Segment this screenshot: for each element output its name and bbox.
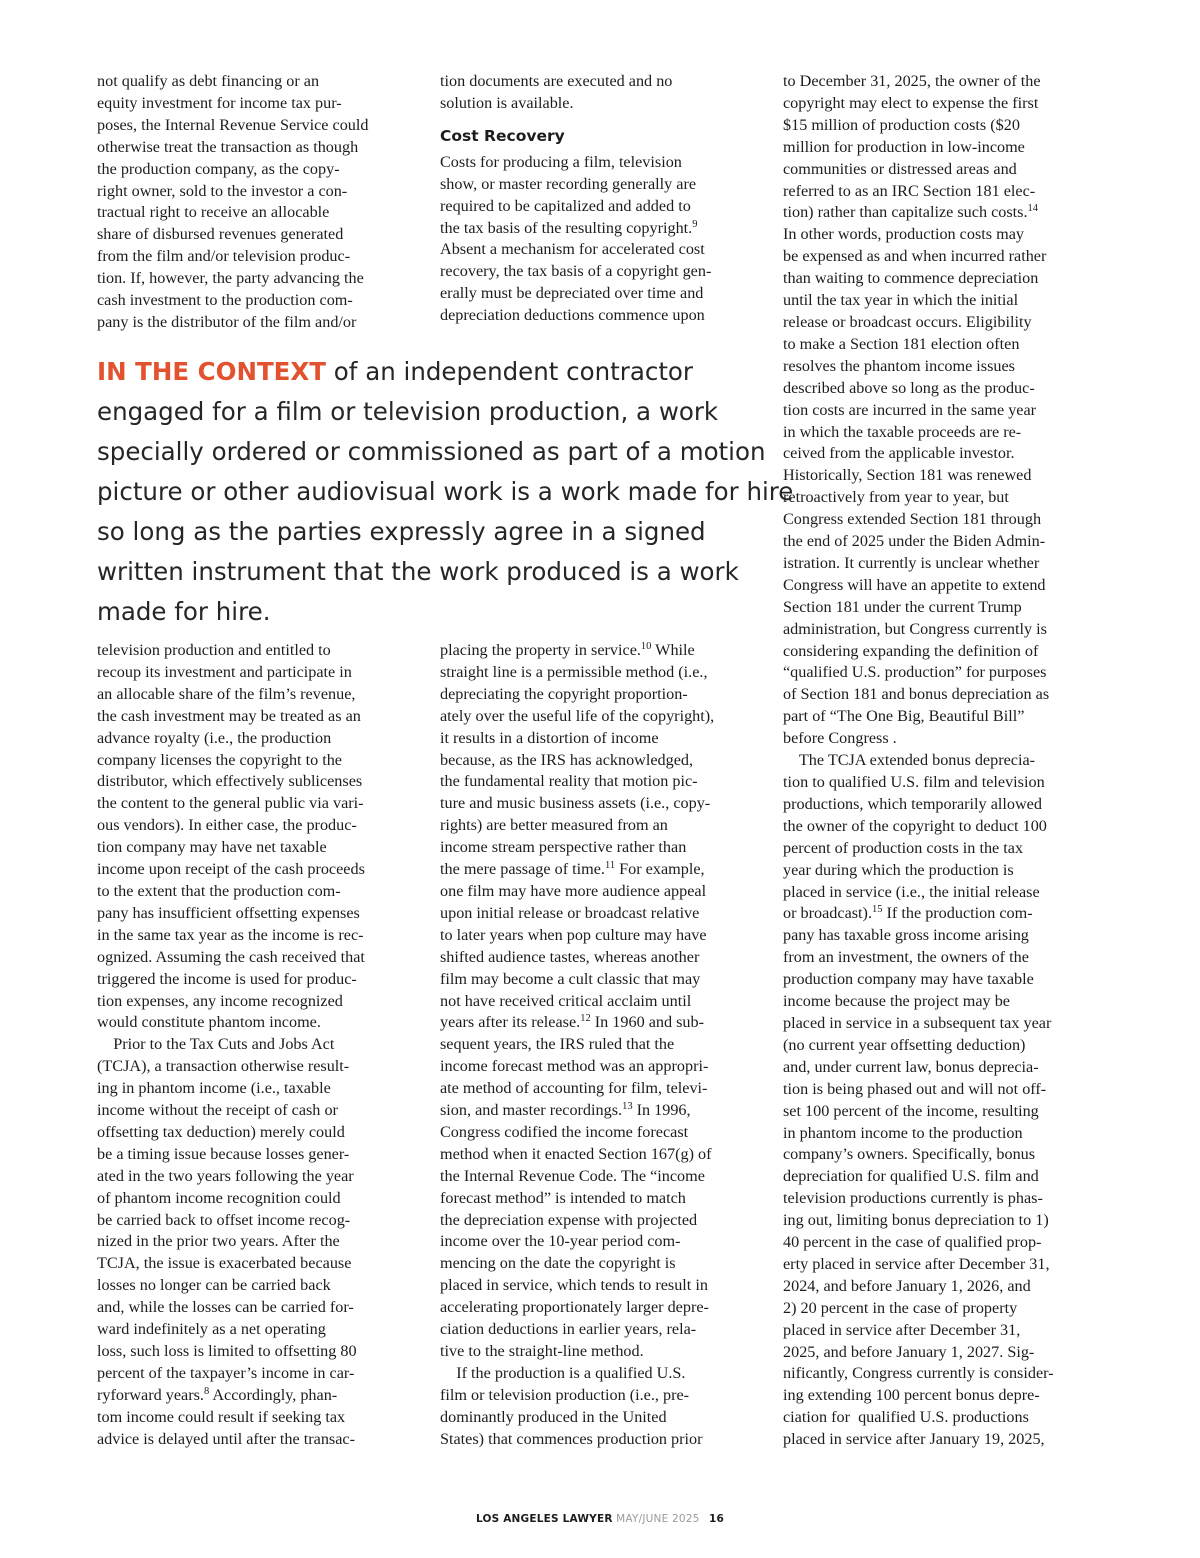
text-line: show, or master recording generally are: [440, 174, 697, 193]
page-footer: [0, 1513, 1200, 1525]
text-line: production company may have taxable: [783, 970, 1034, 989]
text-line: ous vendors). In either case, the produc-: [97, 816, 357, 835]
text-line: ciation deductions in earlier years, rela-: [440, 1320, 697, 1339]
text-line: the fundamental reality that motion pic-: [440, 772, 698, 791]
text-line: placed in service after December 31,: [783, 1320, 1021, 1339]
text-line: to December 31, 2025, the owner of the: [783, 72, 1041, 90]
text-line: ture and music business assets (i.e., copy-: [440, 794, 711, 813]
text-line: Historically, Section 181 was renewed: [783, 466, 1032, 485]
footnote-ref-8: 8: [203, 1385, 210, 1397]
right-lines-a: [783, 71, 1108, 202]
text-line: administration, but Congress currently is: [783, 619, 1047, 638]
text-line: income because the project may be: [783, 992, 1010, 1011]
column-bottom-middle: [440, 640, 765, 1451]
text-line: ciation for qualified U.S. productions: [783, 1408, 1029, 1427]
text-line: recoup its investment and participate in: [97, 662, 352, 681]
text-line: share of disbursed revenues generated: [97, 225, 344, 244]
text-line: the end of 2025 under the Biden Admin-: [783, 532, 1046, 551]
text-line: million for production in low-income: [783, 137, 1025, 156]
text-line: tion. If, however, the party advancing the: [97, 269, 364, 288]
text-line: set 100 percent of the income, resulting: [783, 1101, 1039, 1120]
text-line: Congress codified the income forecast: [440, 1122, 689, 1141]
text-line: television productions currently is phas-: [783, 1189, 1043, 1208]
text-line: percent of production costs in the tax: [783, 838, 1024, 857]
text-line: cash investment to the production com-: [97, 291, 353, 310]
text-line: retroactively from year to year, but: [783, 488, 1009, 507]
text-line: written instrument that the work produced is a work: [97, 557, 739, 586]
text-line: not have received critical acclaim until: [440, 991, 692, 1010]
text-line: be carried back to offset income recog-: [97, 1210, 351, 1229]
text-line: poses, the Internal Revenue Service could: [97, 115, 369, 134]
top-mid-before: [440, 71, 765, 115]
text-line: part of “The One Big, Beautiful Bill”: [783, 707, 1025, 726]
text-line: company licenses the copyright to the: [97, 750, 342, 769]
column-bottom-left: [97, 640, 422, 1451]
text-line: to the extent that the production com-: [97, 881, 341, 900]
text-line: so long as the parties expressly agree in a signed: [97, 517, 706, 546]
text-line: income without the receipt of cash or: [97, 1101, 338, 1120]
column-right: [783, 71, 1108, 1451]
top-mid-lines-b: [440, 239, 765, 327]
text-line: forecast method” is intended to match: [440, 1188, 686, 1207]
text-line: the mere passage of time.$^{11}$ For example,: [440, 860, 705, 879]
text-line: placed in service in a subsequent tax year: [783, 1013, 1052, 1032]
text-line: an allocable share of the film’s revenue,: [97, 684, 356, 703]
footnote-ref-10: 10: [640, 641, 652, 652]
text-line: be expensed as and when incurred rather: [783, 247, 1047, 266]
text-line: erally must be depreciated over time and: [440, 284, 704, 303]
text-line: before Congress .: [783, 729, 897, 748]
text-line: dominantly produced in the United: [440, 1407, 667, 1426]
text-line: income forecast method was an appropri-: [440, 1057, 709, 1076]
text-line: film or television production (i.e., pre-: [440, 1385, 690, 1404]
text-line: erty placed in service after December 31,: [783, 1254, 1050, 1273]
text-line: tive to the straight-line method.: [440, 1342, 644, 1360]
text-line: straight line is a permissible method (i.e.,: [440, 662, 708, 681]
text-line: the production company, as the copy-: [97, 159, 340, 178]
pull-quote: [97, 352, 794, 632]
footnote-ref-13: 13: [622, 1101, 633, 1113]
text-line: nized in the prior two years. After the: [97, 1232, 340, 1251]
text-line: from an investment, the owners of the: [783, 948, 1029, 967]
text-line: release or broadcast occurs. Eligibility: [783, 312, 1032, 331]
bot-left-lines: [97, 640, 422, 1385]
text-line: depreciating the copyright proportion-: [440, 684, 688, 703]
text-line: TCJA, the issue is exacerbated because: [97, 1254, 352, 1273]
text-line: or broadcast).$^{15}$ If the production com-: [783, 904, 1033, 923]
text-line: Congress extended Section 181 through: [783, 510, 1042, 529]
text-line: equity investment for income tax pur-: [97, 93, 342, 112]
text-line: income stream perspective rather than: [440, 838, 687, 857]
bot-mid-lines-c: [440, 1034, 765, 1100]
right-lines-c: [783, 925, 1108, 1451]
text-line: States) that commences production prior: [440, 1429, 703, 1448]
bot-mid-lines-b: [440, 881, 765, 1012]
text-line: sion, and master recordings.$^{13}$ In 1996,: [440, 1101, 691, 1120]
footnote-ref-12: 12: [580, 1013, 591, 1025]
text-line: picture or other audiovisual work is a work made for hire: [97, 477, 794, 506]
column-top-middle: [440, 71, 765, 327]
text-line: 2024, and before January 1, 2026, and: [783, 1276, 1031, 1295]
bot-left-end: [97, 1407, 422, 1451]
text-line: tion company may have net taxable: [97, 838, 327, 857]
text-line: 2025, and before January 1, 2027. Sig-: [783, 1342, 1035, 1361]
text-line: communities or distressed areas and: [783, 159, 1017, 178]
text-line: than waiting to commence depreciation: [783, 269, 1039, 288]
text-line: 2) 20 percent in the case of property: [783, 1298, 1018, 1317]
text-line: be a timing issue because losses gener-: [97, 1144, 350, 1163]
text-line: placed in service after January 19, 2025,: [783, 1430, 1045, 1449]
text-line: not qualify as debt financing or an: [97, 72, 320, 90]
text-line: shifted audience tastes, whereas another: [440, 947, 700, 966]
text-line: ceived from the applicable investor.: [783, 444, 1015, 463]
text-line: method when it enacted Section 167(g) of: [440, 1144, 712, 1163]
text-line: tion documents are executed and no: [440, 72, 673, 90]
text-line: resolves the phantom income issues: [783, 356, 1015, 375]
text-line: in phantom income to the production: [783, 1123, 1023, 1142]
text-line: productions, which temporarily allowed: [783, 794, 1042, 813]
text-line: (TCJA), a transaction otherwise result-: [97, 1057, 350, 1076]
bot-mid-lines-d: [440, 1122, 765, 1451]
text-line: In other words, production costs may: [783, 225, 1024, 244]
text-line: required to be capitalized and added to: [440, 196, 691, 215]
column-top-left: [97, 71, 422, 334]
text-line: accelerating proportionately larger depre-: [440, 1298, 709, 1317]
text-line: would constitute phantom income.: [97, 1013, 321, 1032]
text-line: ing extending 100 percent bonus depre-: [783, 1386, 1040, 1405]
page-number: 16: [709, 1513, 725, 1525]
text-line: of Section 181 and bonus depreciation as: [783, 685, 1050, 704]
text-line: company’s owners. Specifically, bonus: [783, 1145, 1036, 1164]
text-line: in the same tax year as the income is rec-: [97, 925, 364, 944]
text-line: depreciation for qualified U.S. film and: [783, 1167, 1039, 1186]
text-line: tion to qualified U.S. film and television: [783, 773, 1045, 791]
text-line: advice is delayed until after the transac-: [97, 1429, 355, 1448]
text-line: pany is the distributor of the film and/or: [97, 312, 357, 331]
text-line: offsetting tax deduction) merely could: [97, 1122, 345, 1141]
text-line: istration. It currently is unclear whether: [783, 553, 1040, 572]
text-line: 40 percent in the case of qualified prop-: [783, 1233, 1042, 1252]
text-line: the Internal Revenue Code. The “income: [440, 1166, 705, 1185]
publication-name: LOS ANGELES LAWYER: [475, 1513, 613, 1525]
text-line: tion expenses, any income recognized: [97, 991, 343, 1010]
text-line: pany has insufficient offsetting expenses: [97, 903, 360, 922]
footnote-ref-14: 14: [1027, 203, 1039, 215]
text-line: solution is available.: [440, 93, 574, 112]
text-line: the owner of the copyright to deduct 100: [783, 816, 1047, 835]
text-line: referred to as an IRC Section 181 elec-: [783, 181, 1036, 200]
footnote-ref-11: 11: [604, 860, 616, 872]
text-line: Section 181 under the current Trump: [783, 597, 1022, 616]
text-line: the content to the general public via vari-: [97, 794, 364, 813]
text-line: placing the property in service.$^{10}$ While: [440, 641, 695, 659]
text-line: tion) rather than capitalize such costs.$^{14}$: [783, 203, 1039, 222]
text-line: ward indefinitely as a net operating: [97, 1320, 326, 1339]
text-line: the cash investment may be treated as an: [97, 706, 361, 725]
text-line: placed in service (i.e., the initial release: [783, 882, 1040, 901]
text-line: Prior to the Tax Cuts and Jobs Act: [97, 1035, 335, 1054]
text-line: of phantom income recognition could: [97, 1188, 341, 1207]
text-line: ognized. Assuming the cash received that: [97, 947, 365, 966]
text-line: (no current year offsetting deduction): [783, 1035, 1026, 1054]
pull-quote-first-line: IN THE CONTEXT of an independent contractor: [97, 357, 693, 386]
text-line: right owner, sold to the investor a con-: [97, 181, 348, 200]
text-line: losses no longer can be carried back: [97, 1276, 331, 1295]
text-line: rights) are better measured from an: [440, 816, 668, 835]
text-line: to later years when pop culture may have: [440, 925, 707, 944]
text-line: percent of the taxpayer’s income in car-: [97, 1363, 355, 1382]
top-mid-lines-a: [440, 152, 765, 218]
text-line: and, while the losses can be carried for-: [97, 1298, 354, 1317]
text-line: film may become a cult classic that may: [440, 969, 701, 988]
text-line: depreciation deductions commence upon: [440, 306, 705, 325]
text-line: distributor, which effectively sublicenses: [97, 772, 363, 791]
text-line: nificantly, Congress currently is consider-: [783, 1364, 1054, 1383]
text-line: tom income could result if seeking tax: [97, 1407, 346, 1426]
text-line: years after its release.$^{12}$ In 1960 and sub-: [440, 1013, 705, 1032]
text-line: Costs for producing a film, television: [440, 152, 682, 171]
text-line: specially ordered or commissioned as part of a motion: [97, 437, 766, 466]
text-line: Congress will have an appetite to extend: [783, 575, 1046, 594]
bot-mid-lines-a: [440, 662, 765, 859]
text-line: ate method of accounting for film, televi-: [440, 1079, 708, 1098]
text-line: tion costs are incurred in the same year: [783, 400, 1037, 419]
text-line: “qualified U.S. production” for purposes: [783, 663, 1047, 682]
footnote-ref-9: 9: [692, 218, 698, 230]
text-line: income over the 10-year period com-: [440, 1232, 681, 1251]
text-line: and, under current law, bonus deprecia-: [783, 1057, 1039, 1076]
text-line: ing in phantom income (i.e., taxable: [97, 1079, 331, 1098]
text-line: pany has taxable gross income arising: [783, 926, 1029, 945]
text-line: income upon receipt of the cash proceeds: [97, 860, 365, 879]
text-line: considering expanding the definition of: [783, 641, 1039, 660]
text-line: one film may have more audience appeal: [440, 881, 707, 900]
text-line: otherwise treat the transaction as though: [97, 137, 359, 156]
text-line: advance royalty (i.e., the production: [97, 728, 332, 747]
issue-date: MAY/JUNE 2025: [616, 1513, 700, 1525]
text-line: ated in the two years following the year: [97, 1166, 354, 1185]
text-line: If the production is a qualified U.S.: [440, 1363, 686, 1382]
text-line: from the film and/or television produc-: [97, 247, 351, 266]
text-line: tion is being phased out and will not off-: [783, 1079, 1047, 1098]
text-line: The TCJA extended bonus deprecia-: [783, 751, 1036, 770]
text-line: $15 million of production costs ($20: [783, 115, 1020, 134]
text-line: in which the taxable proceeds are re-: [783, 422, 1022, 441]
text-line: upon initial release or broadcast relative: [440, 903, 700, 922]
text-line: the depreciation expense with projected: [440, 1210, 698, 1229]
text-line: because, as the IRS has acknowledged,: [440, 750, 694, 769]
right-lines-b: [783, 224, 1108, 903]
text-line: described above so long as the produc-: [783, 378, 1035, 397]
text-line: ing out, limiting bonus depreciation to 1): [783, 1211, 1049, 1230]
pull-quote-lead: IN THE CONTEXT: [97, 357, 326, 386]
text-line: tractual right to receive an allocable: [97, 203, 330, 222]
text-line: recovery, the tax basis of a copyright gen-: [440, 262, 712, 281]
text-line: Absent a mechanism for accelerated cost: [440, 240, 705, 259]
text-line: made for hire.: [97, 597, 271, 626]
text-line: sequent years, the IRS ruled that the: [440, 1035, 675, 1054]
footnote-ref-15: 15: [872, 904, 883, 916]
section-heading-cost-recovery: Cost Recovery: [440, 126, 565, 145]
text-line: ately over the useful life of the copyright),: [440, 706, 715, 725]
text-line: loss, such loss is limited to offsetting 80: [97, 1342, 357, 1360]
text-line: television production and entitled to: [97, 641, 331, 659]
text-line: the tax basis of the resulting copyright.$^9$: [440, 218, 698, 237]
text-line: to make a Section 181 election often: [783, 334, 1020, 353]
text-line: copyright may elect to expense the first: [783, 93, 1039, 112]
text-line: ryforward years.$^8$ Accordingly, phan-: [97, 1385, 338, 1404]
text-line: until the tax year in which the initial: [783, 291, 1019, 310]
text-line: year during which the production is: [783, 860, 1014, 879]
text-line: engaged for a film or television production, a work: [97, 397, 719, 426]
text-line: mencing on the date the copyright is: [440, 1254, 676, 1273]
text-line: it results in a distortion of income: [440, 728, 659, 747]
text-line: triggered the income is used for produc-: [97, 969, 357, 988]
text-line: placed in service, which tends to result in: [440, 1276, 708, 1295]
pull-quote-lines: [97, 392, 794, 632]
